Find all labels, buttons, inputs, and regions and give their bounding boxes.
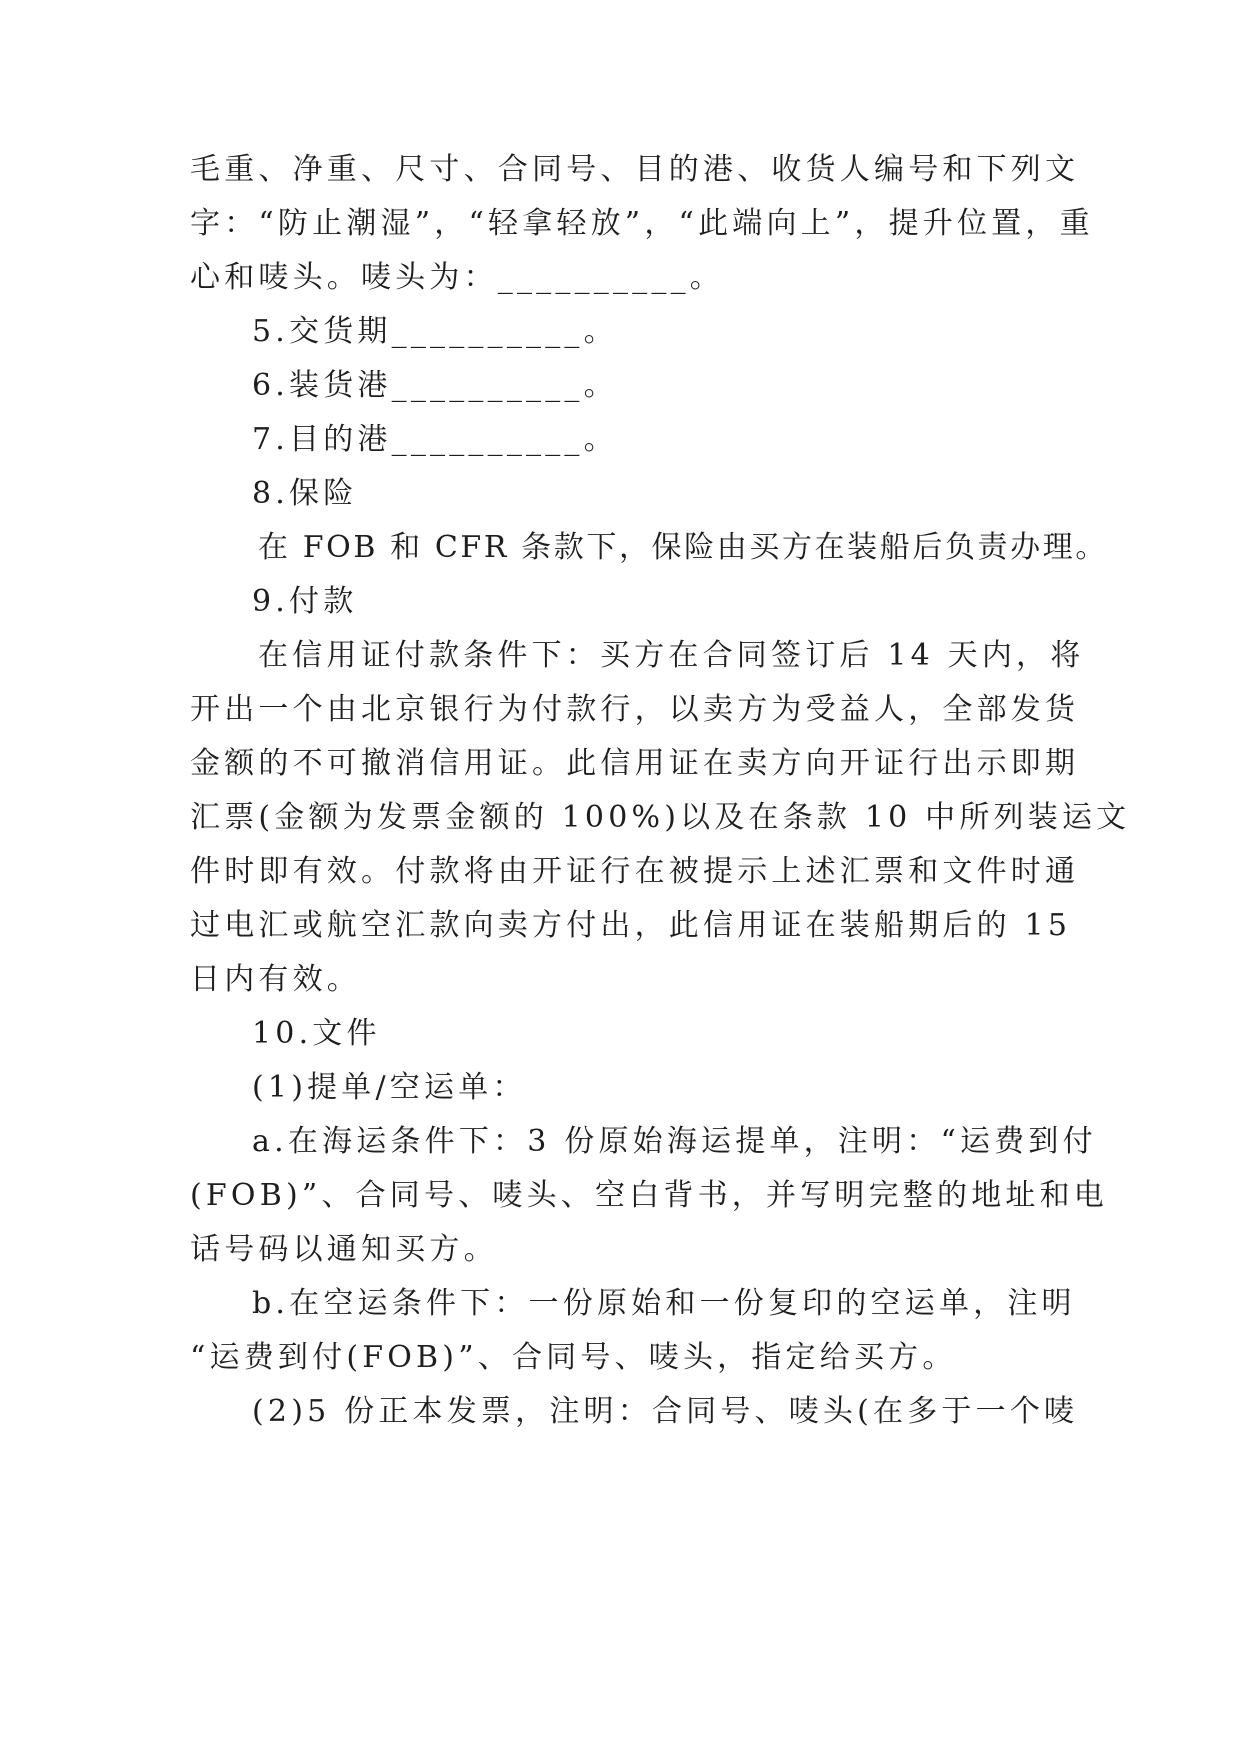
text-line: 汇票(金额为发票金额的 100%)以及在条款 10 中所列装运文 <box>190 800 1131 835</box>
section-heading: 5.交货期__________。 <box>252 314 618 349</box>
section-heading: 7.目的港__________。 <box>252 422 618 457</box>
section-heading: 9.付款 <box>252 584 358 619</box>
text-line: (2)5 份正本发票，注明：合同号、唛头(在多于一个唛 <box>252 1394 1079 1429</box>
text-line: 过电汇或航空汇款向卖方付出，此信用证在装船期后的 15 <box>190 908 1072 943</box>
section-heading: 10.文件 <box>252 1016 381 1051</box>
text-line: 金额的不可撤消信用证。此信用证在卖方向开证行出示即期 <box>190 746 1080 781</box>
text-line: 在信用证付款条件下：买方在合同签订后 14 天内，将 <box>258 638 1085 673</box>
text-line: 件时即有效。付款将由开证行在被提示上述汇票和文件时通 <box>190 854 1080 889</box>
text-line: “运费到付(FOB)”、合同号、唛头，指定给买方。 <box>190 1340 957 1375</box>
section-heading: 8.保险 <box>252 476 358 511</box>
text-line: 话号码以通知买方。 <box>190 1232 498 1267</box>
section-heading: 6.装货港__________。 <box>252 368 618 403</box>
text-line: 日内有效。 <box>190 962 361 997</box>
text-line: 毛重、净重、尺寸、合同号、目的港、收货人编号和下列文 <box>190 152 1080 187</box>
text-line: 在 FOB 和 CFR 条款下，保险由买方在装船后负责办理。 <box>258 530 1108 565</box>
text-line: 心和唛头。唛头为：__________。 <box>190 260 724 295</box>
text-line: (FOB)”、合同号、唛头、空白背书，并写明完整的地址和电 <box>190 1178 1109 1213</box>
text-line: 开出一个由北京银行为付款行，以卖方为受益人，全部发货 <box>190 692 1080 727</box>
text-line: a.在海运条件下：3 份原始海运提单，注明：“运费到付 <box>252 1124 1097 1159</box>
text-line: 字：“防止潮湿”，“轻拿轻放”，“此端向上”，提升位置，重 <box>190 206 1094 241</box>
text-line: b.在空运条件下：一份原始和一份复印的空运单，注明 <box>252 1286 1076 1321</box>
subsection-heading: (1)提单/空运单： <box>252 1070 527 1105</box>
